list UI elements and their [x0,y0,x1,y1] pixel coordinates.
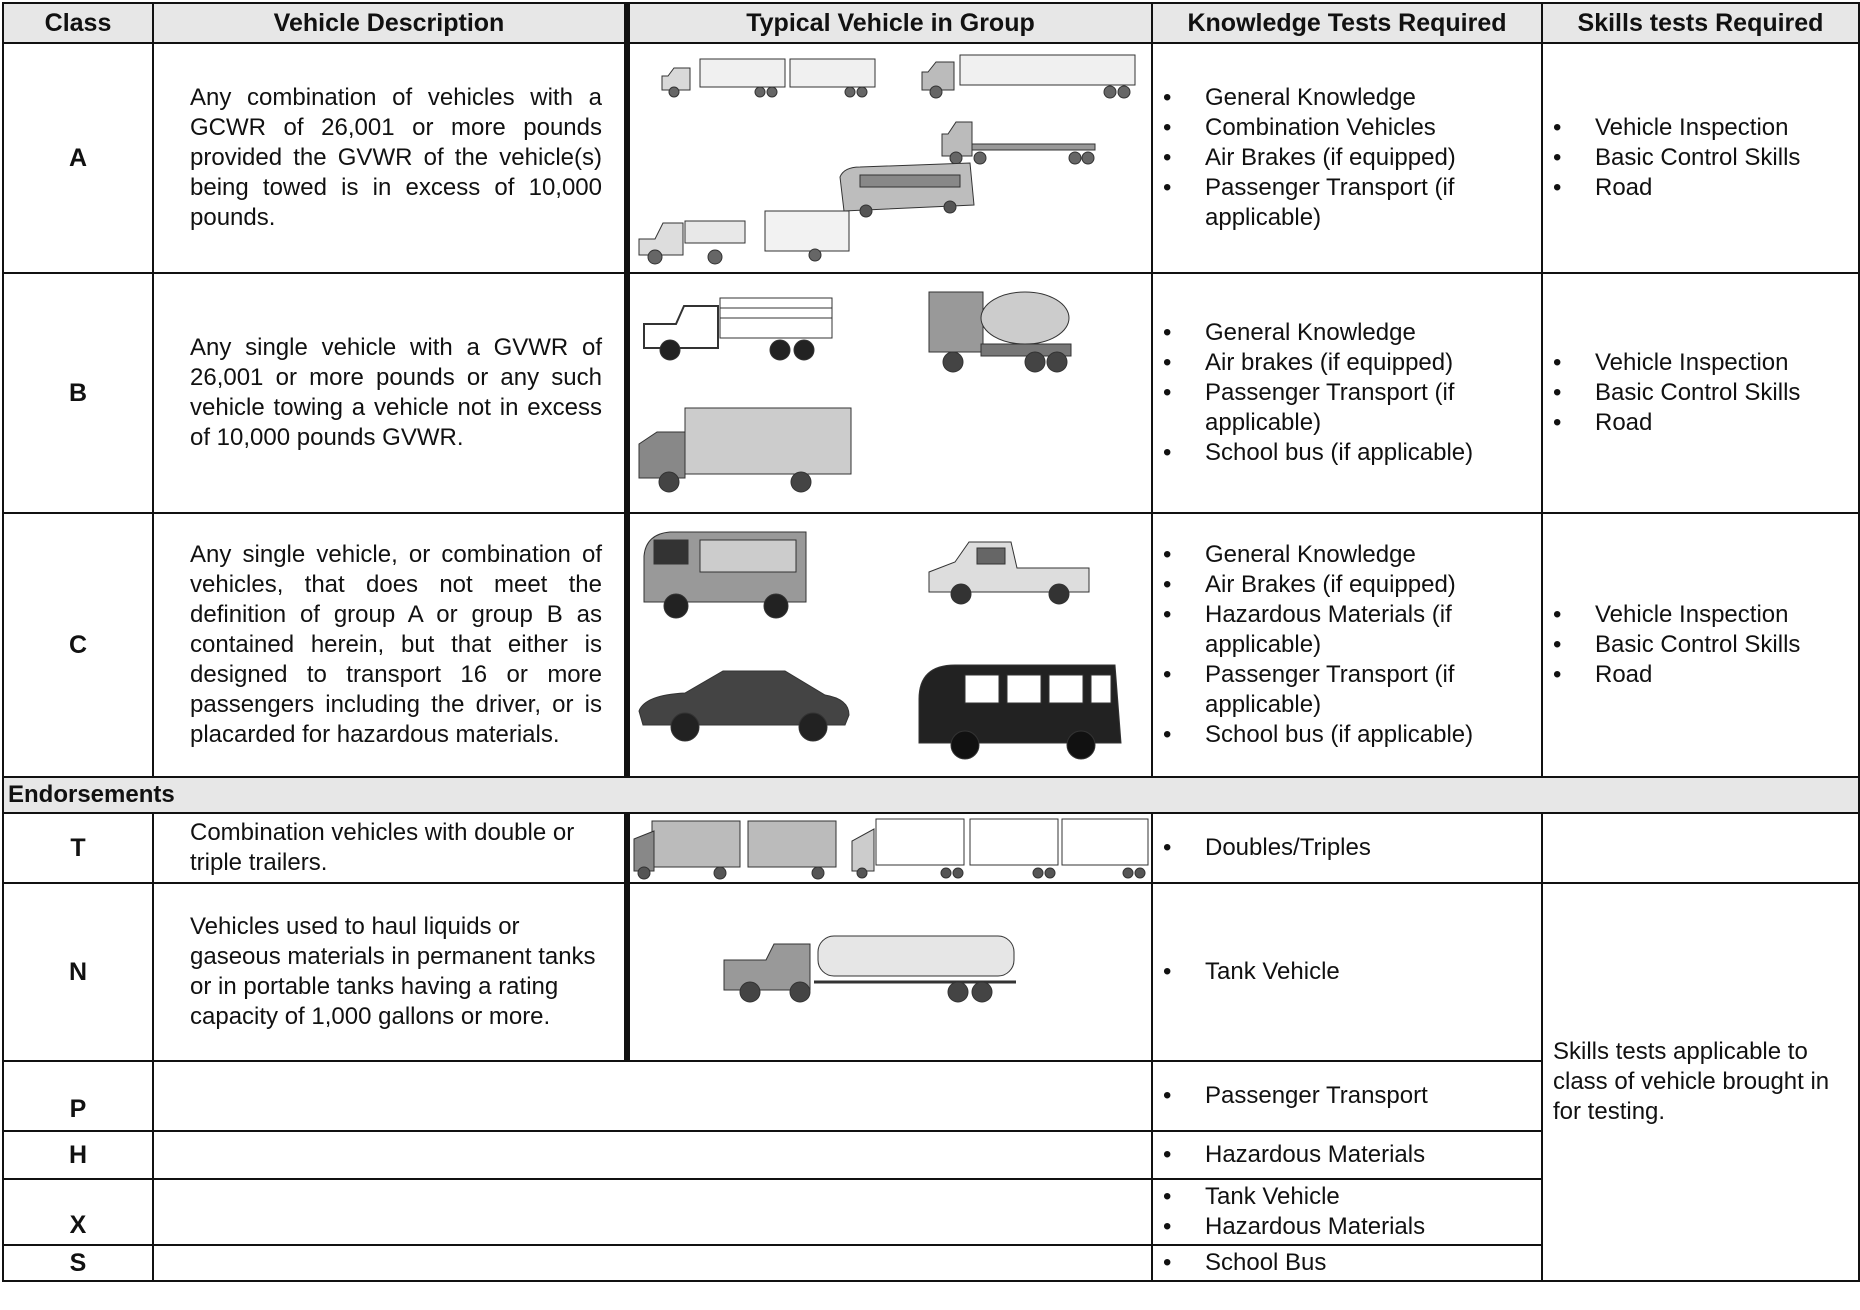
knowledge-tests-s [1152,1245,1542,1281]
list-item: • School Bus [1163,1248,1541,1278]
triple-trailer-truck-icon [850,817,1150,881]
vehicle-description [153,1179,1152,1245]
list-item: • Air brakes (if equipped) [1163,348,1541,378]
knowledge-tests-n [1152,883,1542,1061]
list-item: • Vehicle Inspection [1553,113,1858,143]
list-item: • Tank Vehicle [1163,1182,1541,1212]
list-item: • Passenger Transport (if applicable) [1163,660,1541,720]
list-item: • Combination Vehicles [1163,113,1541,143]
header-skills-tests: Skills tests Required [1542,3,1859,43]
list-item: • General Knowledge [1163,540,1541,570]
knowledge-tests-a [1152,43,1542,273]
class-label: H [3,1131,153,1179]
list-item: • Hazardous Materials [1163,1140,1541,1170]
list-item: • Tank Vehicle [1163,957,1541,987]
list-item: • General Knowledge [1163,318,1541,348]
header-class: Class [3,3,153,43]
endorsements-header-row [3,777,1859,813]
skills-tests-t [1542,813,1859,883]
list-item: • School bus (if applicable) [1163,720,1541,750]
skills-tests-c [1542,513,1859,777]
pickup-truck-icon [925,532,1095,612]
class-label: C [3,513,153,777]
list-item: • Basic Control Skills [1553,378,1858,408]
list-item: • Air Brakes (if equipped) [1163,143,1541,173]
dump-truck-trailer-icon [635,209,855,269]
knowledge-tests-p [1152,1061,1542,1131]
typical-vehicles-t [627,813,1152,883]
skills-tests-a [1542,43,1859,273]
list-item: • Hazardous Materials (if applicable) [1163,600,1541,660]
class-label: A [3,43,153,273]
endorsements-header: Endorsements [3,777,1859,813]
list-item: • Road [1553,408,1858,438]
vehicle-description: Any single vehicle, or combination of vehicles, that does not meet the definition of group A or group B as contained herein, but that either is designed to transport 16 or more passengers including the driver, or is placarded for hazardous materials. [153,513,627,777]
list-item: • Passenger Transport [1163,1081,1541,1111]
typical-vehicles-a [627,43,1152,273]
tanker-truck-icon [720,926,1030,1006]
header-row [3,3,1859,43]
box-truck-icon [635,404,855,494]
endorsement-skills-note: Skills tests applicable to class of vehicle brought in for testing. [1542,883,1859,1281]
knowledge-tests-h [1152,1131,1542,1179]
list-item: • Road [1553,660,1858,690]
list-item: • Road [1553,173,1858,203]
knowledge-tests-t [1152,813,1542,883]
class-label: N [3,883,153,1061]
class-label: X [3,1179,153,1245]
knowledge-tests-b [1152,273,1542,513]
cdl-classes-table [2,2,1860,1282]
list-item: • Passenger Transport (if applicable) [1163,173,1541,233]
class-label: T [3,813,153,883]
vehicle-description: Any single vehicle with a GVWR of 26,001 or more pounds or any such vehicle towing a vehicle not in excess of 10,000 pounds GVWR. [153,273,627,513]
list-item: • Doubles/Triples [1163,833,1541,863]
vehicle-description [153,1131,1152,1179]
typical-vehicles-c [627,513,1152,777]
table-row-endorsement-n [3,883,1859,1061]
typical-vehicles-n [627,883,1152,1061]
knowledge-tests-x [1152,1179,1542,1245]
list-item: • Passenger Transport (if applicable) [1163,378,1541,438]
list-item: • Basic Control Skills [1553,143,1858,173]
dump-truck-icon [640,284,840,364]
skills-tests-b [1542,273,1859,513]
flatbed-truck-icon [920,52,1140,102]
list-item: • Basic Control Skills [1553,630,1858,660]
table-row-class-a [3,43,1859,273]
list-item: • School bus (if applicable) [1163,438,1541,468]
vehicle-description: Any combination of vehicles with a GCWR of 26,001 or more pounds provided the GVWR of the vehicle(s) being towed is in excess of 10,000 pounds. [153,43,627,273]
vehicle-description [153,1061,1152,1131]
list-item: • Vehicle Inspection [1553,600,1858,630]
list-item: • Air Brakes (if equipped) [1163,570,1541,600]
header-knowledge-tests: Knowledge Tests Required [1152,3,1542,43]
minibus-icon [915,659,1130,764]
table-row-class-c [3,513,1859,777]
table-row-class-b [3,273,1859,513]
header-description: Vehicle Description [153,3,627,43]
list-item: • General Knowledge [1163,83,1541,113]
header-typical-vehicle: Typical Vehicle in Group [627,3,1152,43]
knowledge-tests-c [1152,513,1542,777]
double-trailer-truck-icon [660,54,880,104]
cement-mixer-icon [925,282,1075,377]
typical-vehicles-b [627,273,1152,513]
class-label: S [3,1245,153,1281]
delivery-van-icon [640,526,820,626]
class-label: B [3,273,153,513]
vehicle-description [153,1245,1152,1281]
table-row-endorsement-t [3,813,1859,883]
vehicle-description: Combination vehicles with double or triple trailers. [153,813,627,883]
vehicle-description: Vehicles used to haul liquids or gaseous materials in permanent tanks or in portable tanks having a rating capacity of 1,000 gallons or more. [153,883,627,1061]
list-item: • Hazardous Materials [1163,1212,1541,1242]
class-label: P [3,1061,153,1131]
sports-car-icon [635,659,855,749]
double-trailer-truck-icon [632,817,848,881]
list-item: • Vehicle Inspection [1553,348,1858,378]
